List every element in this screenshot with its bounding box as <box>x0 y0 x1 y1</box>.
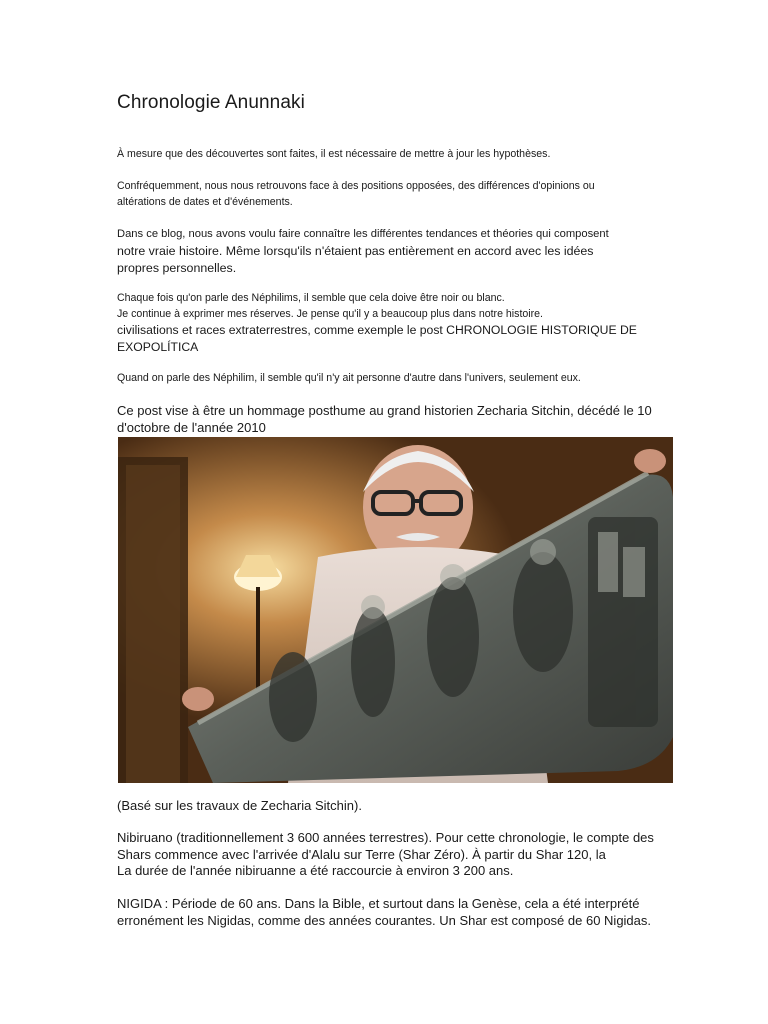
paragraph-positions: Confréquemment, nous nous retrouvons face à des positions opposées, des différences d'opinions ou altérations de dates et d'événements. <box>117 180 595 208</box>
page-title: Chronologie Anunnaki <box>117 92 305 113</box>
paragraph-tribute: Ce post vise à être un hommage posthume au grand historien Zecharia Sitchin, décédé le 10 d'octobre de l'année 2010 <box>117 403 652 435</box>
photo-illustration <box>118 437 673 783</box>
sitchin-photo <box>118 437 673 783</box>
paragraph-nephilims: Chaque fois qu'on parle des Néphilims, il semble que cela doive être noir ou blanc. Je continue à exprimer mes réserves. Je pense qu'il y a beaucoup plus dans notre histoire. civilisations et races extraterrestres, comme exemple le post CHRONOLOGIE HISTORIQUE DE EXOPOLÍTICA <box>117 292 637 354</box>
paragraph-based-on: (Basé sur les travaux de Zecharia Sitchin). <box>117 798 362 813</box>
paragraph-nigida: NIGIDA : Période de 60 ans. Dans la Bible, et surtout dans la Genèse, cela a été interprété erronément les Nigidas, comme des années courantes. Un Shar est composé de 60 Nigidas. <box>117 896 652 928</box>
paragraph-universe: Quand on parle des Néphilim, il semble qu'il n'y ait personne d'autre dans l'univers, seulement eux. <box>117 372 581 384</box>
paragraph-nibiruano: Nibiruano (traditionnellement 3 600 années terrestres). Pour cette chronologie, le compte des Shars commence avec l'arrivée d'Alalu sur Terre (Shar Zéro). À partir du Shar 120, la La durée de l'année nibiruanne a été raccourcie à environ 3 200 ans. <box>117 830 654 878</box>
paragraph-blog: Dans ce blog, nous avons voulu faire connaître les différentes tendances et théories qui composent notre vraie histoire. Même lorsqu'ils n'étaient pas entièrement en accord avec les idées propres personnelles. <box>117 228 609 275</box>
paragraph-intro: À mesure que des découvertes sont faites, il est nécessaire de mettre à jour les hypothèses. <box>117 148 551 160</box>
